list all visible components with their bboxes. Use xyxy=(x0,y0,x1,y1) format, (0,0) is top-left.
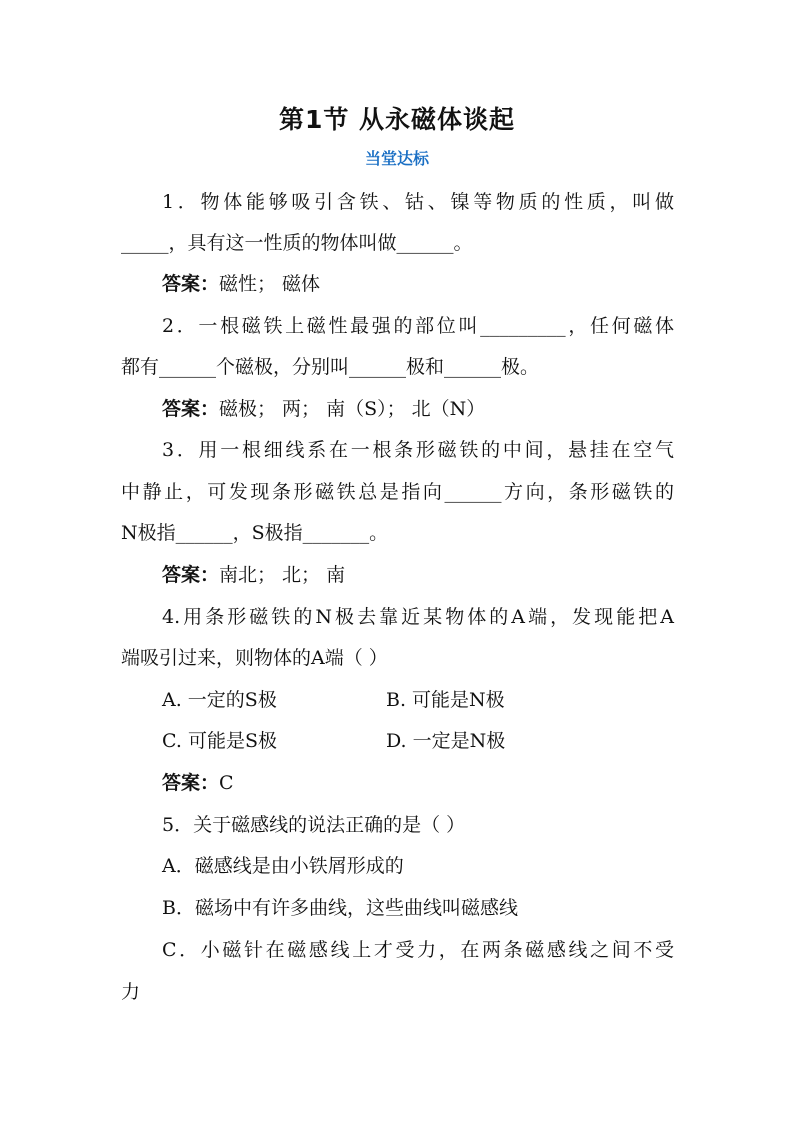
answer-label: 答案： xyxy=(162,273,220,295)
question-5-option-c-line-2: 力 xyxy=(121,981,141,1003)
answer-3 xyxy=(162,563,345,587)
question-4-line-2: 端吸引过来，则物体的A端（ ） xyxy=(121,647,388,669)
question-5-option-c-line-1: C．小磁针在磁感线上才受力，在两条磁感线之间不受 xyxy=(162,939,674,961)
question-3-line-3: N极指______，S极指_______。 xyxy=(121,522,389,544)
question-3-line-2: 中静止，可发现条形磁铁总是指向______方向，条形磁铁的 xyxy=(121,481,674,503)
question-3-line-1: 3．用一根细线系在一根条形磁铁的中间，悬挂在空气 xyxy=(162,439,674,461)
question-4-option-a: A. 一定的S极 xyxy=(162,689,277,711)
question-4-option-d: D. 一定是N极 xyxy=(386,730,506,752)
question-5-option-b: B．磁场中有许多曲线，这些曲线叫磁感线 xyxy=(162,897,518,919)
question-1-line-1: 1．物体能够吸引含铁、钴、镍等物质的性质，叫做 xyxy=(162,191,674,213)
answer-4 xyxy=(162,771,234,795)
answer-value: 磁极； 两； 南（S）； 北（N） xyxy=(219,398,486,420)
page-title: 第1节 从永磁体谈起 xyxy=(278,105,516,134)
answer-label: 答案： xyxy=(162,398,220,420)
question-1-line-2: _____，具有这一性质的物体叫做______。 xyxy=(121,232,473,254)
answer-value: 南北； 北； 南 xyxy=(219,564,346,586)
answer-value: 磁性； 磁体 xyxy=(219,273,321,295)
question-2-line-2: 都有______个磁极，分别叫______极和______极。 xyxy=(121,356,540,378)
answer-2 xyxy=(162,397,485,421)
section-subtitle: 当堂达标 xyxy=(364,149,429,168)
answer-label: 答案： xyxy=(162,564,220,586)
answer-value: C xyxy=(219,772,234,794)
question-5-option-a: A．磁感线是由小铁屑形成的 xyxy=(162,855,404,877)
question-5-line-1: 5．关于磁感线的说法正确的是（ ） xyxy=(162,814,466,836)
question-4-option-c: C. 可能是S极 xyxy=(162,730,277,752)
answer-1 xyxy=(162,272,320,296)
question-4-option-b: B. 可能是N极 xyxy=(386,689,505,711)
answer-label: 答案： xyxy=(162,772,220,794)
question-2-line-1: 2．一根磁铁上磁性最强的部位叫_________，任何磁体 xyxy=(162,315,674,337)
question-4-line-1: 4.用条形磁铁的N极去靠近某物体的A端，发现能把A xyxy=(162,606,674,628)
